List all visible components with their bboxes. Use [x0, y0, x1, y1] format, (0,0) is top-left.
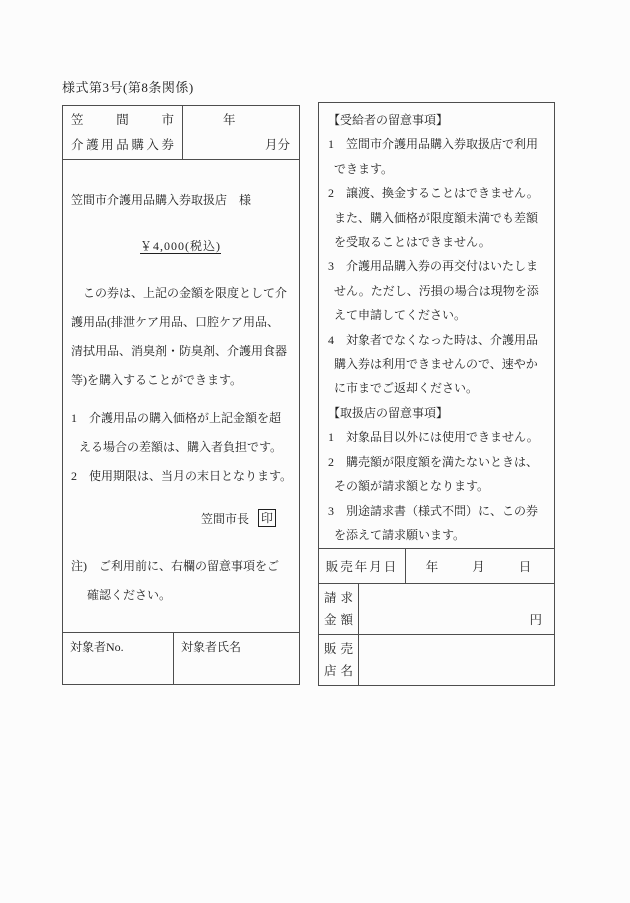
voucher-condition-1: 1 介護用品の購入価格が上記金額を超える場合の差額は、購入者負担です。: [71, 411, 283, 454]
billing-amount-label: [319, 584, 359, 634]
voucher-header: [63, 106, 299, 159]
notes-text-area: [319, 103, 554, 548]
sale-date-label: 販売年月日: [319, 549, 406, 583]
voucher-card: [62, 105, 300, 685]
store-name-label-line1: 販売: [324, 642, 353, 656]
voucher-title-cell: [63, 106, 183, 159]
store-name-label: [319, 635, 359, 685]
store-note-1: 1 対象品目以外には使用できません。: [328, 430, 539, 445]
voucher-period-cell: [183, 106, 299, 159]
voucher-conditions: [71, 404, 293, 491]
store-note-3: 3 別途請求書（様式不問）に、この券を添えて請求願います。: [328, 503, 539, 542]
mayor-signature: [71, 505, 290, 534]
notes-panel: [318, 102, 555, 686]
billing-label-line2: 金額: [324, 613, 353, 627]
recipient-note-2: 2 譲渡、換金することはできません。また、購入価格が限度額未満でも差額を受取ることはできません。: [328, 186, 539, 250]
voucher-month-label: 月分: [264, 138, 290, 152]
recipient-notes-heading: 【受給者の留意事項】: [328, 113, 449, 127]
voucher-footer: [63, 632, 299, 684]
voucher-title: 介護用品購入券: [71, 138, 174, 152]
store-note-2: 2 購売額が限度額を満たないときは、その額が請求額となります。: [328, 454, 539, 494]
store-name-field: [359, 635, 554, 685]
target-no-label: 対象者No.: [70, 640, 124, 654]
billing-label-line1: 請求: [324, 591, 353, 605]
recipient-note-4: 4 対象者でなくなった時は、介護用品購入券は利用できませんので、速やかに市までご返却ください。: [328, 332, 539, 396]
voucher-body: [63, 159, 299, 632]
addressee-line: 笠間市介護用品購入券取扱店 様: [71, 193, 252, 207]
form-number-label: 様式第3号(第8条関係): [62, 80, 194, 95]
recipient-note-3: 3 介護用品購入券の再交付はいたしません。ただし、汚損の場合は現物を添えて申請してください。: [328, 259, 539, 323]
billing-amount-field: [359, 584, 554, 634]
sale-date-row: [319, 548, 554, 583]
voucher-amount: ￥4,000(税込): [140, 239, 221, 253]
mayor-label: 笠間市長: [200, 512, 249, 526]
voucher-description: この券は、上記の金額を限度として介護用品(排泄ケア用品、口腔ケア用品、清拭用品、消臭剤・防臭剤、介護用食器等)を購入することができます。: [71, 286, 288, 387]
voucher-issuer-city: 笠間市: [71, 113, 174, 127]
recipient-note-1: 1 笠間市介護用品購入券取扱店で利用できます。: [328, 137, 539, 176]
target-name-label: 対象者氏名: [181, 640, 242, 654]
billing-amount-row: [319, 583, 554, 634]
sale-date-field: 年 月 日: [425, 560, 535, 574]
store-notes-heading: 【取扱店の留意事項】: [328, 405, 449, 420]
store-name-label-line2: 店名: [324, 664, 353, 678]
target-no-cell: [63, 633, 174, 684]
seal-mark: 印: [258, 509, 276, 527]
usage-note: 注) ご利用前に、右欄の留意事項をご確認ください。: [71, 559, 279, 602]
voucher-year-label: 年: [223, 113, 236, 127]
billing-unit-label: 円: [529, 613, 542, 627]
target-name-cell: [174, 633, 299, 684]
voucher-condition-2: 2 使用期限は、当月の末日となります。: [71, 469, 293, 483]
store-name-row: [319, 634, 554, 685]
